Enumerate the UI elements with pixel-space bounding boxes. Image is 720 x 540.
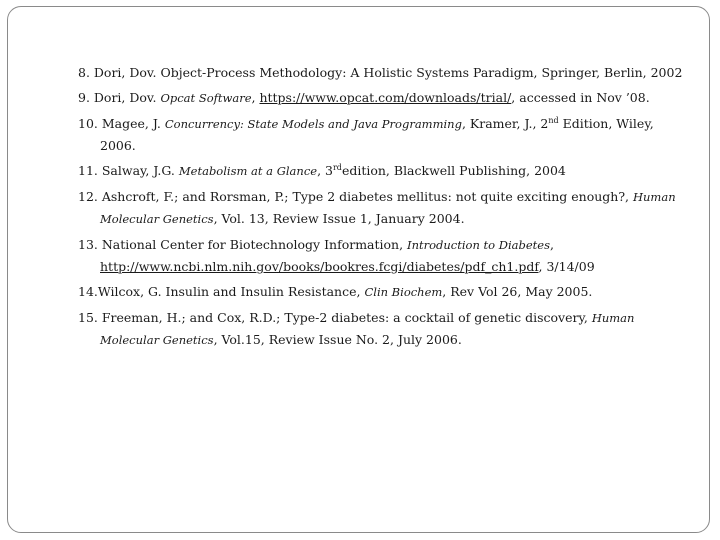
reference-8 [78, 62, 688, 83]
reference-text: , accessed in Nov ’08. [511, 90, 650, 105]
reference-text: Dori, Dov. [89, 90, 161, 105]
reference-14 [78, 281, 688, 303]
opcat-download-link[interactable]: https://www.opcat.com/downloads/trial/ [259, 90, 512, 105]
reference-text: , 3 [317, 163, 333, 178]
reference-text: , Kramer, J., 2 [461, 116, 549, 131]
reference-title: Human Molecular Genetics [100, 311, 635, 347]
reference-title: Opcat Software [160, 91, 252, 105]
reference-list [78, 62, 688, 355]
reference-title: Introduction to Diabetes [407, 238, 550, 252]
reference-text: Magee, J. [97, 116, 165, 131]
reference-11 [78, 160, 688, 182]
reference-text: , [549, 237, 554, 252]
reference-number: 15. [78, 310, 98, 325]
reference-text: , [251, 90, 260, 105]
reference-text: Ashcroft, F.; and Rorsman, P.; Type 2 diabetes mellitus: not quite exciting enough?, [97, 189, 633, 204]
reference-number: 12. [78, 189, 98, 204]
reference-9 [78, 87, 688, 109]
reference-title: Concurrency: State Models and Java Programming [164, 117, 462, 131]
reference-text: edition, Blackwell Publishing, 2004 [341, 163, 566, 178]
reference-number: 9. [78, 90, 90, 105]
reference-number: 14. [78, 284, 98, 299]
ncbi-pdf-link[interactable]: http://www.ncbi.nlm.nih.gov/books/bookres.fcgi/diabetes/pdf_ch1.pdf [100, 259, 539, 274]
reference-title: Clin Biochem [364, 285, 443, 299]
reference-15 [78, 307, 688, 351]
reference-text: Dori, Dov. Object-Process Methodology: A Holistic Systems Paradigm, Springer, Berlin, 2002 [89, 65, 683, 80]
reference-number: 10. [78, 116, 98, 131]
reference-number: 8. [78, 65, 90, 80]
superscript: nd [548, 115, 559, 125]
reference-text: Edition, Wiley, 2006. [100, 116, 654, 153]
reference-text: , 3/14/09 [538, 259, 595, 274]
reference-title: Human Molecular Genetics [100, 190, 676, 226]
reference-text: Salway, J.G. [97, 163, 179, 178]
superscript: rd [332, 162, 342, 172]
reference-text: , Rev Vol 26, May 2005. [442, 284, 593, 299]
reference-12 [78, 186, 688, 230]
reference-number: 11. [78, 163, 98, 178]
reference-number: 13. [78, 237, 98, 252]
reference-text: , Vol. 13, Review Issue 1, January 2004. [213, 211, 465, 226]
reference-10 [78, 113, 688, 156]
reference-text: Wilcox, G. Insulin and Insulin Resistance, [97, 284, 365, 299]
reference-text: , Vol.15, Review Issue No. 2, July 2006. [213, 332, 462, 347]
reference-text: Freeman, H.; and Cox, R.D.; Type-2 diabetes: a cocktail of genetic discovery, [97, 310, 592, 325]
reference-title: Metabolism at a Glance [178, 164, 318, 178]
reference-13 [78, 234, 688, 277]
reference-text: National Center for Biotechnology Information, [97, 237, 408, 252]
